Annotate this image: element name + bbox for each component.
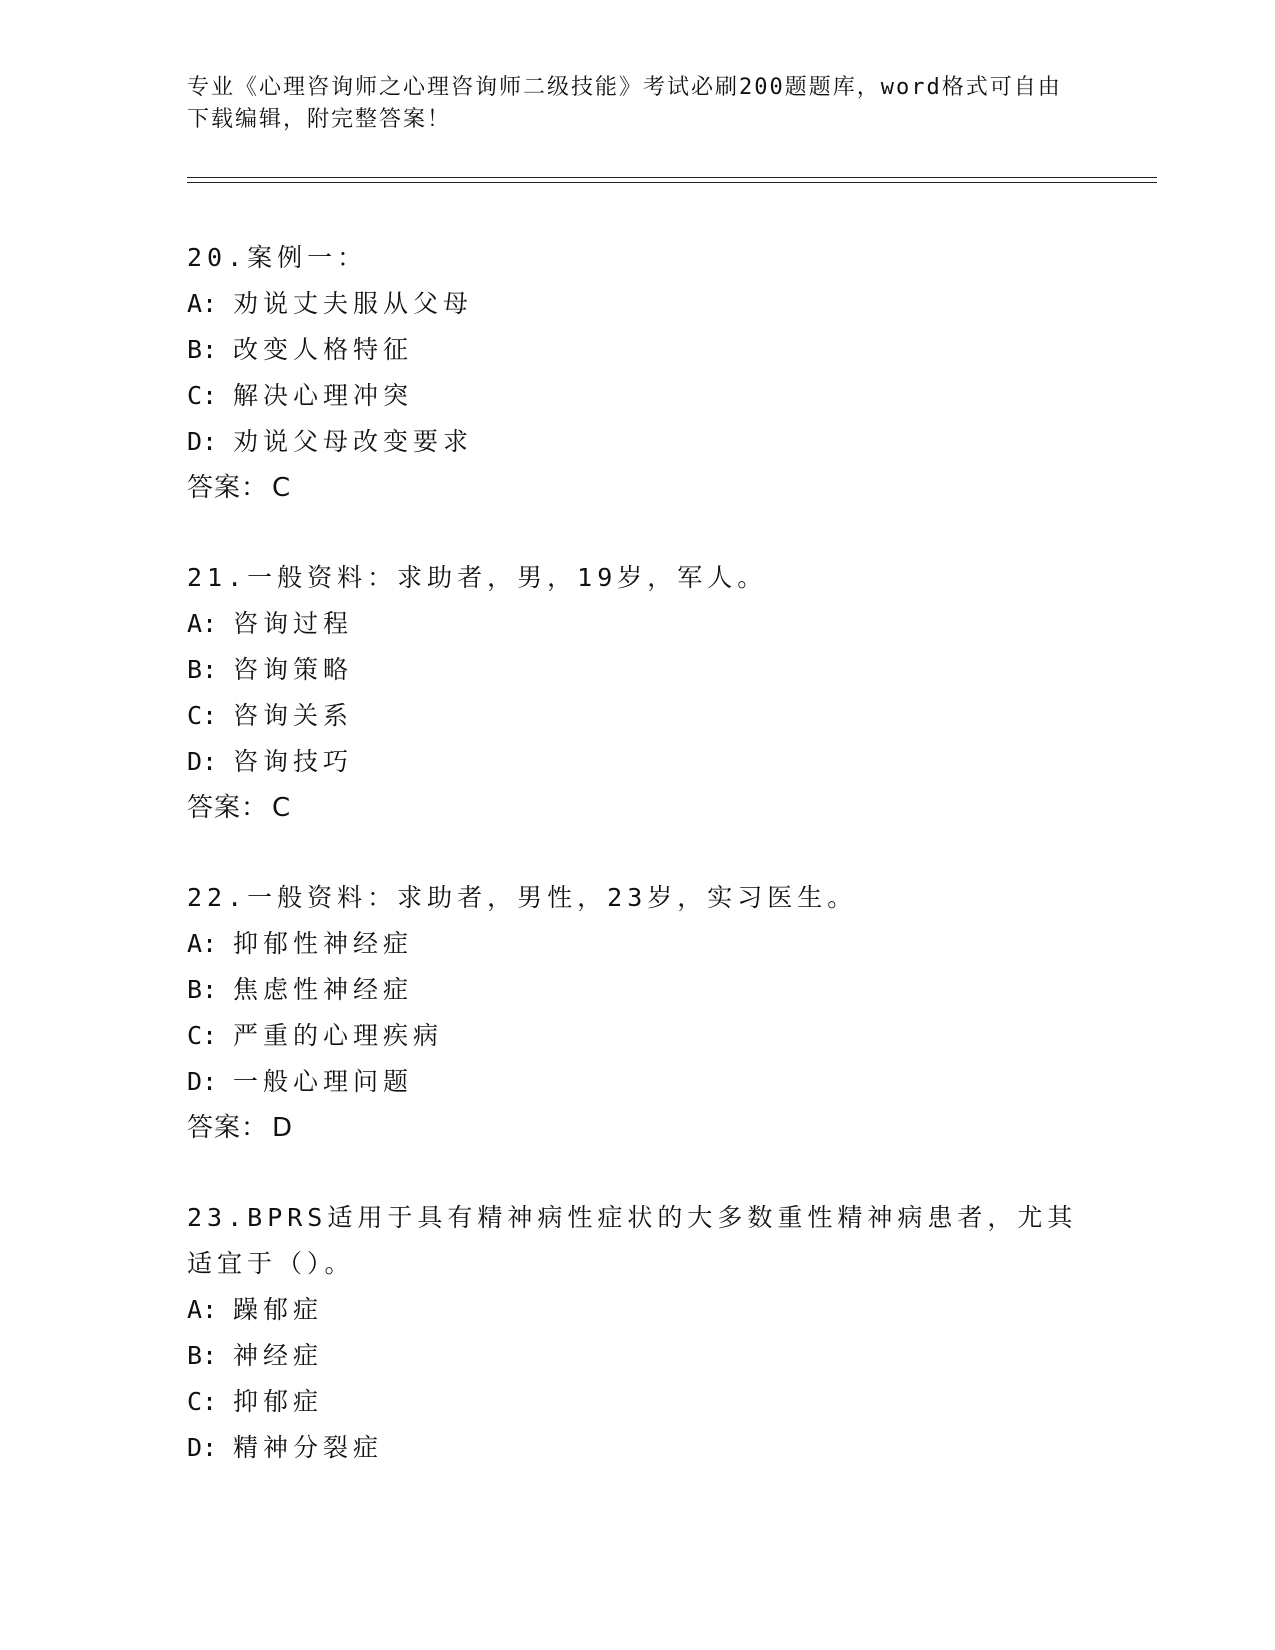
option-text: 严重的心理疾病 bbox=[233, 1021, 444, 1050]
option-key: B: bbox=[187, 1341, 218, 1370]
answer-value: C bbox=[272, 793, 292, 823]
option-key: C: bbox=[187, 701, 218, 730]
option-c bbox=[187, 1013, 1087, 1059]
option-text: 劝说丈夫服从父母 bbox=[233, 289, 474, 318]
question-stem: 21.一般资料：求助者，男，19岁，军人。 bbox=[187, 563, 768, 592]
option-a bbox=[187, 281, 1087, 327]
answer-value: C bbox=[272, 473, 292, 503]
answer-label: 答案： bbox=[187, 1113, 269, 1143]
question-stem: 20.案例一： bbox=[187, 243, 368, 272]
option-key: A: bbox=[187, 929, 218, 958]
question-22 bbox=[187, 875, 1087, 1151]
option-text: 咨询技巧 bbox=[233, 747, 354, 776]
option-text: 躁郁症 bbox=[233, 1295, 324, 1324]
option-b bbox=[187, 1333, 1087, 1379]
option-key: C: bbox=[187, 381, 218, 410]
question-20 bbox=[187, 235, 1087, 511]
option-a bbox=[187, 601, 1087, 647]
question-23 bbox=[187, 1195, 1087, 1471]
option-d bbox=[187, 1425, 1087, 1471]
option-b bbox=[187, 967, 1087, 1013]
option-key: D: bbox=[187, 427, 218, 456]
option-c bbox=[187, 373, 1087, 419]
option-text: 劝说父母改变要求 bbox=[233, 427, 474, 456]
option-c bbox=[187, 693, 1087, 739]
option-key: A: bbox=[187, 289, 218, 318]
option-d bbox=[187, 419, 1087, 465]
option-key: A: bbox=[187, 609, 218, 638]
option-key: D: bbox=[187, 1433, 218, 1462]
option-text: 焦虑性神经症 bbox=[233, 975, 414, 1004]
answer-line bbox=[187, 465, 1087, 511]
header-divider-top bbox=[187, 177, 1157, 178]
option-text: 神经症 bbox=[233, 1341, 324, 1370]
option-text: 改变人格特征 bbox=[233, 335, 414, 364]
option-b bbox=[187, 647, 1087, 693]
option-text: 解决心理冲突 bbox=[233, 381, 414, 410]
option-c bbox=[187, 1379, 1087, 1425]
option-key: C: bbox=[187, 1387, 218, 1416]
option-key: B: bbox=[187, 655, 218, 684]
answer-label: 答案： bbox=[187, 793, 269, 823]
question-list bbox=[187, 235, 1087, 1515]
header-divider-bottom bbox=[187, 182, 1157, 183]
option-a bbox=[187, 921, 1087, 967]
option-b bbox=[187, 327, 1087, 373]
option-text: 咨询策略 bbox=[233, 655, 354, 684]
question-21 bbox=[187, 555, 1087, 831]
answer-label: 答案： bbox=[187, 473, 269, 503]
option-key: C: bbox=[187, 1021, 218, 1050]
option-key: D: bbox=[187, 747, 218, 776]
option-d bbox=[187, 739, 1087, 785]
option-key: B: bbox=[187, 975, 218, 1004]
question-stem: 23.BPRS适用于具有精神病性症状的大多数重性精神病患者，尤其适宜于（）。 bbox=[187, 1203, 1078, 1278]
option-key: A: bbox=[187, 1295, 218, 1324]
option-text: 精神分裂症 bbox=[233, 1433, 384, 1462]
option-a bbox=[187, 1287, 1087, 1333]
answer-line bbox=[187, 785, 1087, 831]
document-header: 专业《心理咨询师之心理咨询师二级技能》考试必刷200题题库，word格式可自由下载编辑，附完整答案！ bbox=[187, 75, 1062, 132]
option-key: D: bbox=[187, 1067, 218, 1096]
option-text: 一般心理问题 bbox=[233, 1067, 414, 1096]
option-text: 咨询关系 bbox=[233, 701, 354, 730]
option-text: 抑郁性神经症 bbox=[233, 929, 414, 958]
question-stem: 22.一般资料：求助者，男性，23岁，实习医生。 bbox=[187, 883, 858, 912]
option-text: 咨询过程 bbox=[233, 609, 354, 638]
answer-line bbox=[187, 1105, 1087, 1151]
answer-value: D bbox=[272, 1113, 294, 1143]
option-d bbox=[187, 1059, 1087, 1105]
option-text: 抑郁症 bbox=[233, 1387, 324, 1416]
option-key: B: bbox=[187, 335, 218, 364]
